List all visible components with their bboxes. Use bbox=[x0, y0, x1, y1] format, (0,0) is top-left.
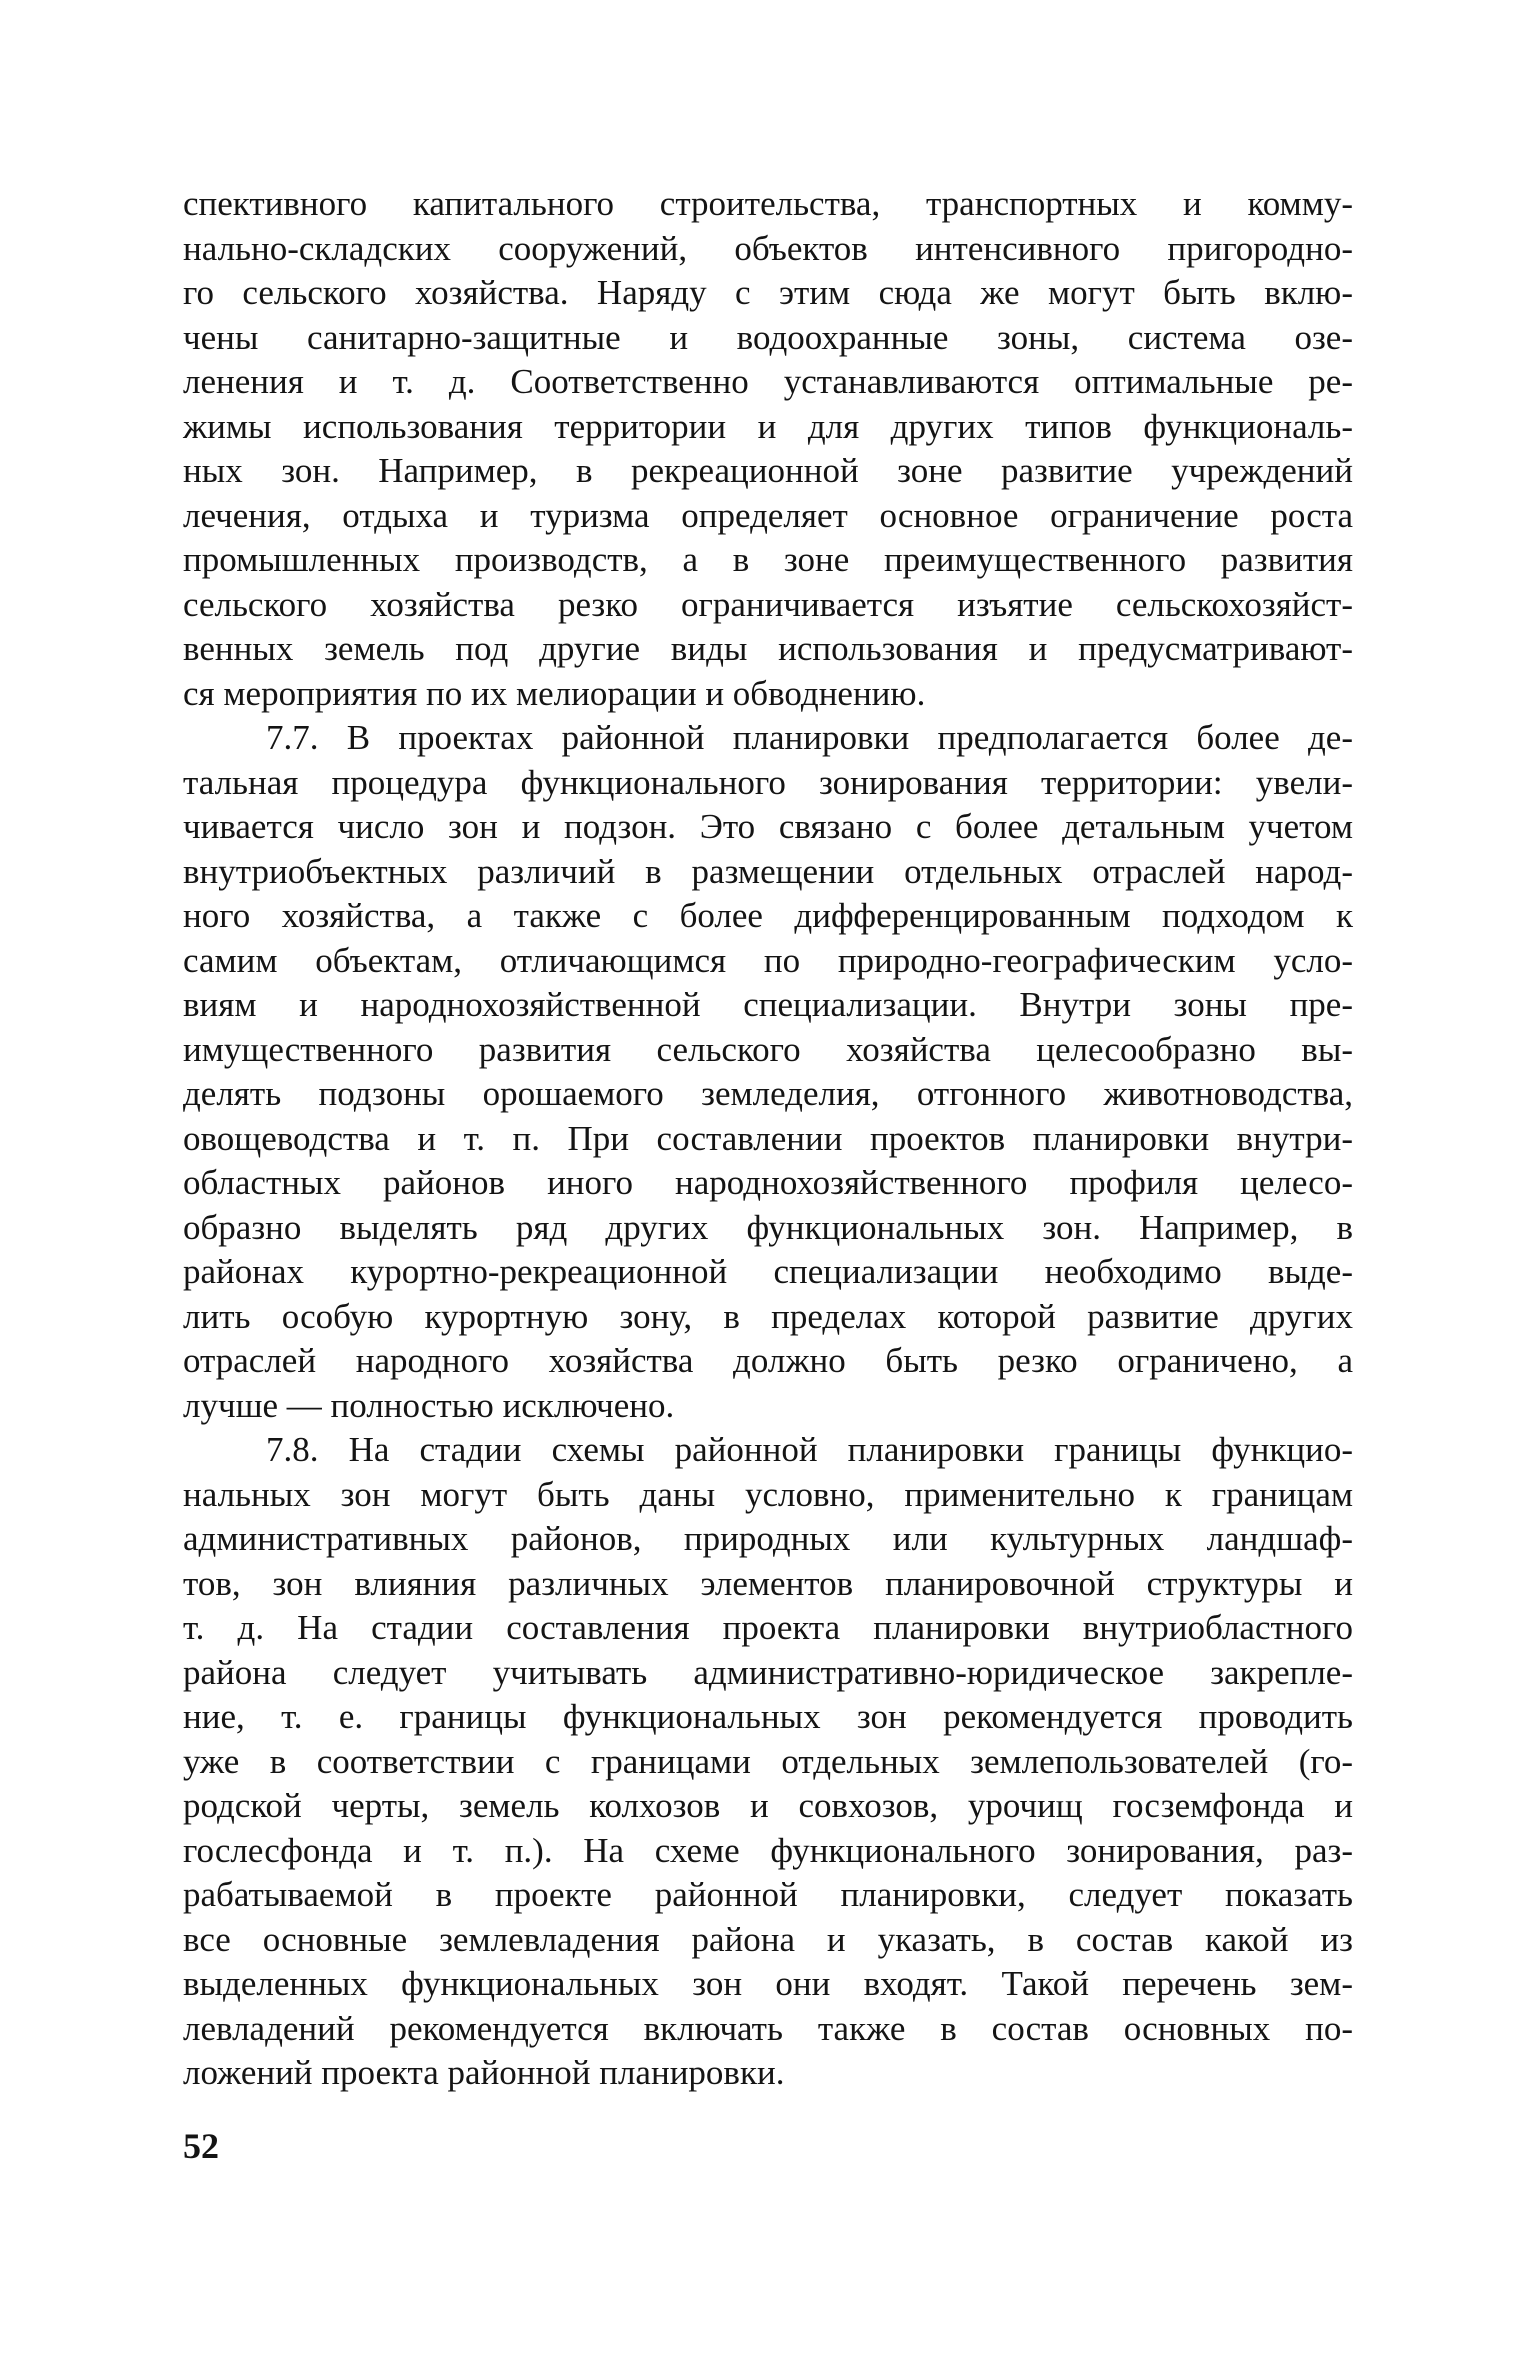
text-line: виям и народнохозяйственной специализации. Внутри зоны пре- bbox=[183, 985, 1353, 1024]
text-line: ных зон. Например, в рекреационной зоне развитие учреждений bbox=[183, 451, 1353, 490]
text-line: отраслей народного хозяйства должно быть резко ограничено, а bbox=[183, 1341, 1353, 1380]
text-line: образно выделять ряд других функциональных зон. Например, в bbox=[183, 1207, 1353, 1247]
text-line: лучше — полностью исключено. bbox=[183, 1385, 675, 1425]
section-7-7-first-line: 7.7. В проектах районной планировки предполагается более де- bbox=[266, 718, 1353, 757]
text-line: чены санитарно-защитные и водоохранные зоны, система озе- bbox=[183, 317, 1353, 357]
text-line: го сельского хозяйства. Наряду с этим сюда же могут быть вклю- bbox=[183, 273, 1353, 312]
text-line: уже в соответствии с границами отдельных землепользователей (го- bbox=[183, 1741, 1353, 1781]
text-line: овощеводства и т. п. При составлении проектов планировки внутри- bbox=[183, 1118, 1353, 1158]
text-line: промышленных производств, а в зоне преимущественного развития bbox=[183, 540, 1353, 579]
document-body bbox=[183, 182, 1353, 2096]
text-line: выделенных функциональных зон они входят. Такой перечень зем- bbox=[183, 1964, 1353, 2003]
text-line: областных районов иного народнохозяйственного профиля целесо- bbox=[183, 1163, 1353, 1202]
section-7-8-first-line: 7.8. На стадии схемы районной планировки границы функцио- bbox=[266, 1430, 1353, 1469]
text-line: все основные землевладения района и указать, в состав какой из bbox=[183, 1919, 1353, 1959]
text-line: ся мероприятия по их мелиорации и обводнению. bbox=[183, 673, 926, 713]
text-line: имущественного развития сельского хозяйства целесообразно вы- bbox=[183, 1029, 1353, 1069]
text-line: жимы использования территории и для других типов функциональ- bbox=[183, 406, 1353, 446]
text-line: левладений рекомендуется включать также в состав основных по- bbox=[183, 2008, 1353, 2048]
text-line: спективного капитального строительства, транспортных и комму- bbox=[183, 184, 1353, 223]
text-line: лить особую курортную зону, в пределах которой развитие других bbox=[183, 1296, 1353, 1336]
text-line: лечения, отдыха и туризма определяет основное ограничение роста bbox=[183, 495, 1353, 535]
page-number: 52 bbox=[183, 2126, 219, 2166]
text-line: делять подзоны орошаемого земледелия, отгонного животноводства, bbox=[183, 1074, 1353, 1113]
text-line: т. д. На стадии составления проекта планировки внутриобластного bbox=[183, 1608, 1353, 1647]
text-line: районах курортно-рекреационной специализации необходимо выде- bbox=[183, 1252, 1353, 1291]
text-line: рабатываемой в проекте районной планировки, следует показать bbox=[183, 1875, 1353, 1914]
text-line: гослесфонда и т. п.). На схеме функционального зонирования, раз- bbox=[183, 1830, 1353, 1870]
text-line: тов, зон влияния различных элементов планировочной структуры и bbox=[183, 1563, 1353, 1603]
text-line: венных земель под другие виды использования и предусматривают- bbox=[183, 629, 1353, 668]
text-line: ние, т. е. границы функциональных зон рекомендуется проводить bbox=[183, 1697, 1353, 1736]
text-line: родской черты, земель колхозов и совхозов, урочищ госземфонда и bbox=[183, 1786, 1353, 1825]
text-line: внутриобъектных различий в размещении отдельных отраслей народ- bbox=[183, 851, 1353, 891]
text-line: сельского хозяйства резко ограничивается изъятие сельскохозяйст- bbox=[183, 584, 1353, 624]
text-line: района следует учитывать административно-юридическое закрепле- bbox=[183, 1652, 1353, 1692]
text-line: тальная процедура функционального зонирования территории: увели- bbox=[183, 762, 1353, 802]
text-line: ного хозяйства, а также с более дифференцированным подходом к bbox=[183, 896, 1353, 935]
text-line: нальных зон могут быть даны условно, применительно к границам bbox=[183, 1474, 1353, 1514]
text-line: ленения и т. д. Соответственно устанавливаются оптимальные ре- bbox=[183, 362, 1353, 401]
text-line: самим объектам, отличающимся по природно-географическим усло- bbox=[183, 940, 1353, 980]
text-line: чивается число зон и подзон. Это связано с более детальным учетом bbox=[183, 807, 1353, 846]
text-line: административных районов, природных или культурных ландшаф- bbox=[183, 1519, 1353, 1558]
text-line: ложений проекта районной планировки. bbox=[183, 2053, 785, 2092]
text-line: нально-складских сооружений, объектов интенсивного пригородно- bbox=[183, 228, 1353, 268]
